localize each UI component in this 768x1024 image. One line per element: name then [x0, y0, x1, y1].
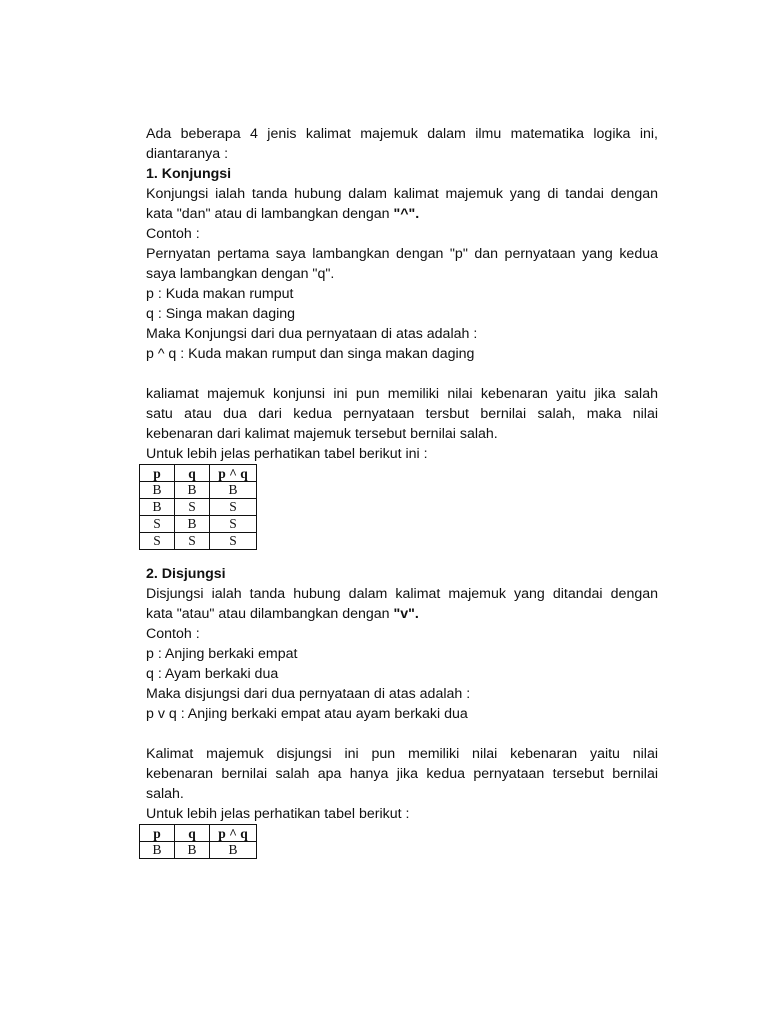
konjungsi-definition-1: Konjungsi ialah tanda hubung dalam kalimat majemuk yang di tandai dengan — [146, 186, 658, 202]
table-header-cell: p ^ q — [210, 465, 257, 482]
konjungsi-result: p ^ q : Kuda makan rumput dan singa makan daging — [146, 346, 475, 362]
document-page — [146, 124, 658, 859]
table-cell: B — [210, 842, 257, 859]
table-row — [140, 842, 257, 859]
table-row — [140, 516, 257, 533]
disjungsi-contoh-label: Contoh : — [146, 626, 200, 642]
konjungsi-example-1: Pernyatan pertama saya lambangkan dengan "p" dan pernyataan yang kedua — [146, 246, 658, 262]
blank-line — [146, 724, 658, 744]
konjungsi-definition-2 — [146, 204, 658, 224]
table-header-cell: p — [140, 825, 175, 842]
konjungsi-statement-q: q : Singa makan daging — [146, 306, 296, 322]
table-cell: B — [175, 516, 210, 533]
konjungsi-maka: Maka Konjungsi dari dua pernyataan di atas adalah : — [146, 326, 478, 342]
heading-disjungsi: 2. Disjungsi — [146, 566, 226, 582]
disjungsi-truth-table — [139, 824, 257, 859]
disjungsi-result: p v q : Anjing berkaki empat atau ayam berkaki dua — [146, 706, 468, 722]
table-row — [140, 499, 257, 516]
table-cell: B — [175, 842, 210, 859]
table-cell: S — [210, 516, 257, 533]
table-cell: S — [175, 533, 210, 550]
disjungsi-statement-p: p : Anjing berkaki empat — [146, 646, 298, 662]
disjungsi-definition-2 — [146, 604, 658, 624]
table-header-cell: p — [140, 465, 175, 482]
konjungsi-example-2: saya lambangkan dengan "q". — [146, 266, 335, 282]
table-cell: S — [175, 499, 210, 516]
table-cell: S — [210, 533, 257, 550]
disjungsi-table-intro: Untuk lebih jelas perhatikan tabel berikut : — [146, 806, 410, 822]
disjungsi-paragraph-2: kebenaran bernilai salah apa hanya jika kedua pernyataan tersebut bernilai — [146, 766, 658, 782]
table-cell: S — [210, 499, 257, 516]
table-cell: B — [140, 842, 175, 859]
table-header-cell: p ^ q — [210, 825, 257, 842]
konjungsi-definition-2-text: kata "dan" atau di lambangkan dengan — [146, 206, 394, 222]
disjungsi-symbol: "v". — [393, 606, 419, 622]
table-header-row — [140, 825, 257, 842]
table-row — [140, 482, 257, 499]
konjungsi-paragraph-3: kebenaran dari kalimat majemuk tersebut bernilai salah. — [146, 426, 498, 442]
konjungsi-contoh-label: Contoh : — [146, 226, 200, 242]
blank-line — [146, 364, 658, 384]
table-cell: S — [140, 516, 175, 533]
table-header-cell: q — [175, 825, 210, 842]
table-header-row — [140, 465, 257, 482]
konjungsi-table-intro: Untuk lebih jelas perhatikan tabel berikut ini : — [146, 446, 428, 462]
table-header-cell: q — [175, 465, 210, 482]
konjungsi-paragraph-2: satu atau dua dari kedua pernyataan tersbut bernilai salah, maka nilai — [146, 406, 658, 422]
table-cell: B — [140, 482, 175, 499]
heading-konjungsi: 1. Konjungsi — [146, 166, 232, 182]
table-cell: S — [140, 533, 175, 550]
table-cell: B — [175, 482, 210, 499]
table-cell: B — [140, 499, 175, 516]
konjungsi-symbol: "^". — [393, 206, 420, 222]
konjungsi-truth-table — [139, 464, 257, 550]
disjungsi-definition-1: Disjungsi ialah tanda hubung dalam kalimat majemuk yang ditandai dengan — [146, 586, 658, 602]
intro-line-1: Ada beberapa 4 jenis kalimat majemuk dalam ilmu matematika logika ini, — [146, 126, 658, 142]
disjungsi-paragraph-3: salah. — [146, 786, 184, 802]
table-row — [140, 533, 257, 550]
disjungsi-maka: Maka disjungsi dari dua pernyataan di atas adalah : — [146, 686, 471, 702]
table-cell: B — [210, 482, 257, 499]
intro-line-2: diantaranya : — [146, 146, 229, 162]
disjungsi-statement-q: q : Ayam berkaki dua — [146, 666, 279, 682]
konjungsi-paragraph-1: kaliamat majemuk konjunsi ini pun memiliki nilai kebenaran yaitu jika salah — [146, 386, 658, 402]
disjungsi-definition-2-text: kata "atau" atau dilambangkan dengan — [146, 606, 394, 622]
konjungsi-statement-p: p : Kuda makan rumput — [146, 286, 294, 302]
disjungsi-paragraph-1: Kalimat majemuk disjungsi ini pun memiliki nilai kebenaran yaitu nilai — [146, 746, 658, 762]
